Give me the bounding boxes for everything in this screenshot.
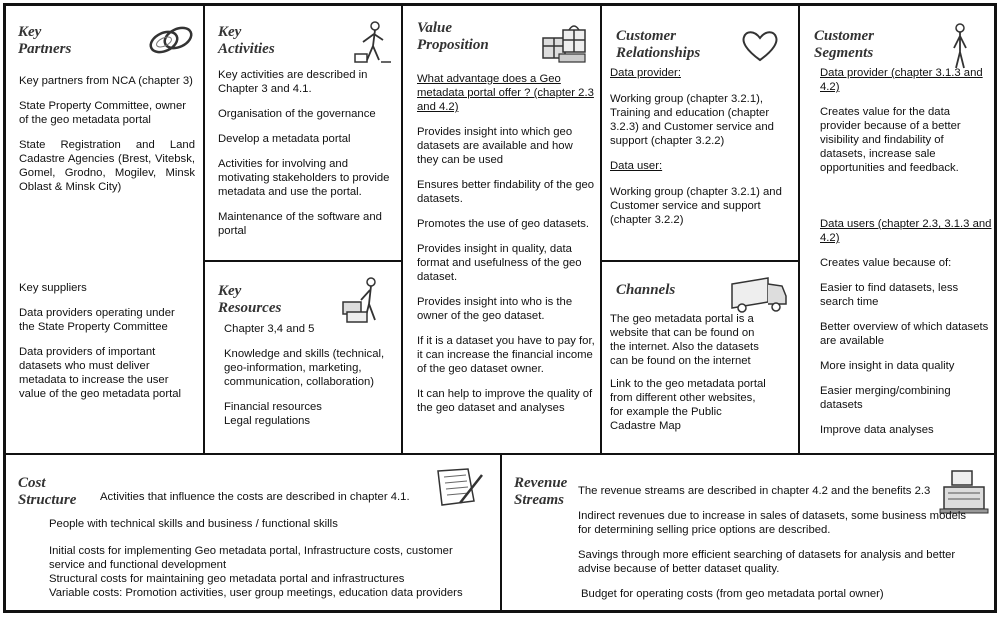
gift-boxes-icon [539, 20, 591, 64]
chain-links-icon [146, 24, 196, 58]
key-resources-item: Knowledge and skills (technical, geo-information, marketing, communication, collaboration) [224, 348, 385, 388]
key-activities-item: Maintenance of the software and portal [218, 211, 382, 237]
value-proposition-item: Ensures better findability of the geo datasets. [417, 179, 595, 205]
key-suppliers-heading: Key suppliers [19, 282, 87, 294]
key-partners-item: State Property Committee, owner of the geo metadata portal [19, 100, 187, 126]
value-proposition-title: Value Proposition [417, 20, 489, 53]
heart-icon [740, 28, 780, 62]
cost-structure-title: Cost Structure [18, 475, 77, 508]
cost-structure-block [6, 455, 502, 610]
key-partners-title: Key Partners [18, 24, 72, 57]
data-provider-relationships: Working group (chapter 3.2.1), Training and education (chapter 3.2.3) and Customer service and support (chapter 3.2.2) [610, 93, 774, 147]
key-activities-item: Key activities are described in Chapter 3 and 4.1. [218, 69, 368, 95]
key-resources-item: Legal regulations [224, 415, 311, 427]
data-users-segment-item: Creates value because of: [820, 257, 952, 269]
key-activities-item: Develop a metadata portal [218, 133, 351, 145]
key-partners-item: Data providers operating under the State Property Committee [19, 307, 175, 333]
data-user-heading: Data user: [610, 160, 663, 172]
data-users-segment-item: Improve data analyses [820, 424, 934, 436]
person-working-icon [353, 20, 393, 64]
data-users-segment-item: Easier to find datasets, less search time [820, 282, 959, 308]
key-resources-item: Financial resources [224, 401, 322, 413]
revenue-streams-intro: The revenue streams are described in chapter 4.2 and the benefits 2.3 [578, 485, 931, 497]
channels-block [602, 262, 800, 455]
cash-register-icon [938, 465, 990, 515]
data-users-segment-item: More insight in data quality [820, 360, 955, 372]
channels-item: The geo metadata portal is a website that can be found on the internet. Also the datasets can be found on the internet [610, 313, 759, 367]
delivery-truck-icon [728, 276, 790, 316]
customer-segments-block [800, 6, 994, 455]
value-proposition-item: Provides insight into which geo datasets are available and how they can be used [417, 126, 573, 166]
key-partners-item: Data providers of important datasets who must deliver metadata to increase the user value of the geo metadata portal [19, 346, 182, 400]
data-users-segment-heading: Data users (chapter 2.3, 3.1.3 and 4.2) [820, 218, 992, 244]
value-proposition-item: Provides insight in quality, data format and usefulness of the geo dataset. [417, 243, 582, 283]
document-pen-icon [430, 467, 484, 507]
key-activities-item: Activities for involving and motivating stakeholders to provide metadata and use the portal. [218, 158, 390, 198]
data-provider-segment-text: Creates value for the data provider because of a better visibility and findability of datasets, increase sale opportunities and feedback. [820, 106, 961, 174]
value-proposition-item: If it is a dataset you have to pay for, it can increase the financial income of the geo dataset owner. [417, 335, 595, 375]
key-activities-title: Key Activities [218, 24, 275, 57]
channels-item: Link to the geo metadata portal from different other websites, for example the Public Cadastre Map [610, 378, 766, 432]
revenue-streams-block [502, 455, 994, 610]
business-model-canvas [3, 3, 997, 613]
value-proposition-item: Promotes the use of geo datasets. [417, 218, 590, 230]
key-partners-item: State Registration and Land Cadastre Agencies (Brest, Vitebsk, Gomel, Grodno, Mogilev, Minsk Oblast & Minsk City) [19, 139, 195, 193]
key-resources-item: Chapter 3,4 and 5 [224, 323, 315, 335]
key-resources-block [205, 262, 403, 455]
customer-relationships-block [602, 6, 800, 262]
revenue-streams-title: Revenue Streams [514, 475, 568, 508]
cost-structure-item: Variable costs: Promotion activities, user group meetings, education data providers [49, 587, 463, 599]
cost-structure-item: Structural costs for maintaining geo metadata portal and infrastructures [49, 573, 405, 585]
value-proposition-block [403, 6, 602, 455]
data-provider-heading: Data provider: [610, 67, 681, 79]
key-partners-block [6, 6, 205, 455]
cost-structure-item: People with technical skills and business / functional skills [49, 518, 338, 530]
cost-structure-item: Initial costs for implementing Geo metadata portal, Infrastructure costs, customer service and functional development [49, 545, 453, 571]
revenue-streams-item: Indirect revenues due to increase in sales of datasets, some business models for determining selling price options are described. [578, 510, 967, 536]
revenue-streams-item: Budget for operating costs (from geo metadata portal owner) [581, 588, 884, 600]
key-partners-item: Key partners from NCA (chapter 3) [19, 75, 193, 87]
cost-structure-intro: Activities that influence the costs are described in chapter 4.1. [100, 491, 410, 503]
data-users-segment-item: Better overview of which datasets are available [820, 321, 989, 347]
customer-relationships-title: Customer Relationships [616, 28, 701, 61]
key-activities-item: Organisation of the governance [218, 108, 376, 120]
person-with-boxes-icon [339, 276, 385, 324]
key-resources-title: Key Resources [218, 283, 282, 316]
value-proposition-question: What advantage does a Geo metadata portal offer ? (chapter 2.3 and 4.2) [417, 73, 594, 113]
person-standing-icon [948, 22, 972, 70]
value-proposition-item: It can help to improve the quality of the geo dataset and analyses [417, 388, 593, 414]
value-proposition-item: Provides insight into who is the owner of the geo dataset. [417, 296, 573, 322]
revenue-streams-item: Savings through more efficient searching of datasets for analysis and better advise because of better dataset quality. [578, 549, 956, 575]
key-activities-block [205, 6, 403, 262]
channels-title: Channels [616, 282, 676, 298]
data-provider-segment-heading: Data provider (chapter 3.1.3 and 4.2) [820, 67, 983, 93]
data-user-relationships: Working group (chapter 3.2.1) and Customer service and support (chapter 3.2.2) [610, 186, 782, 226]
data-users-segment-item: Easier merging/combining datasets [820, 385, 951, 411]
customer-segments-title: Customer Segments [814, 28, 875, 61]
